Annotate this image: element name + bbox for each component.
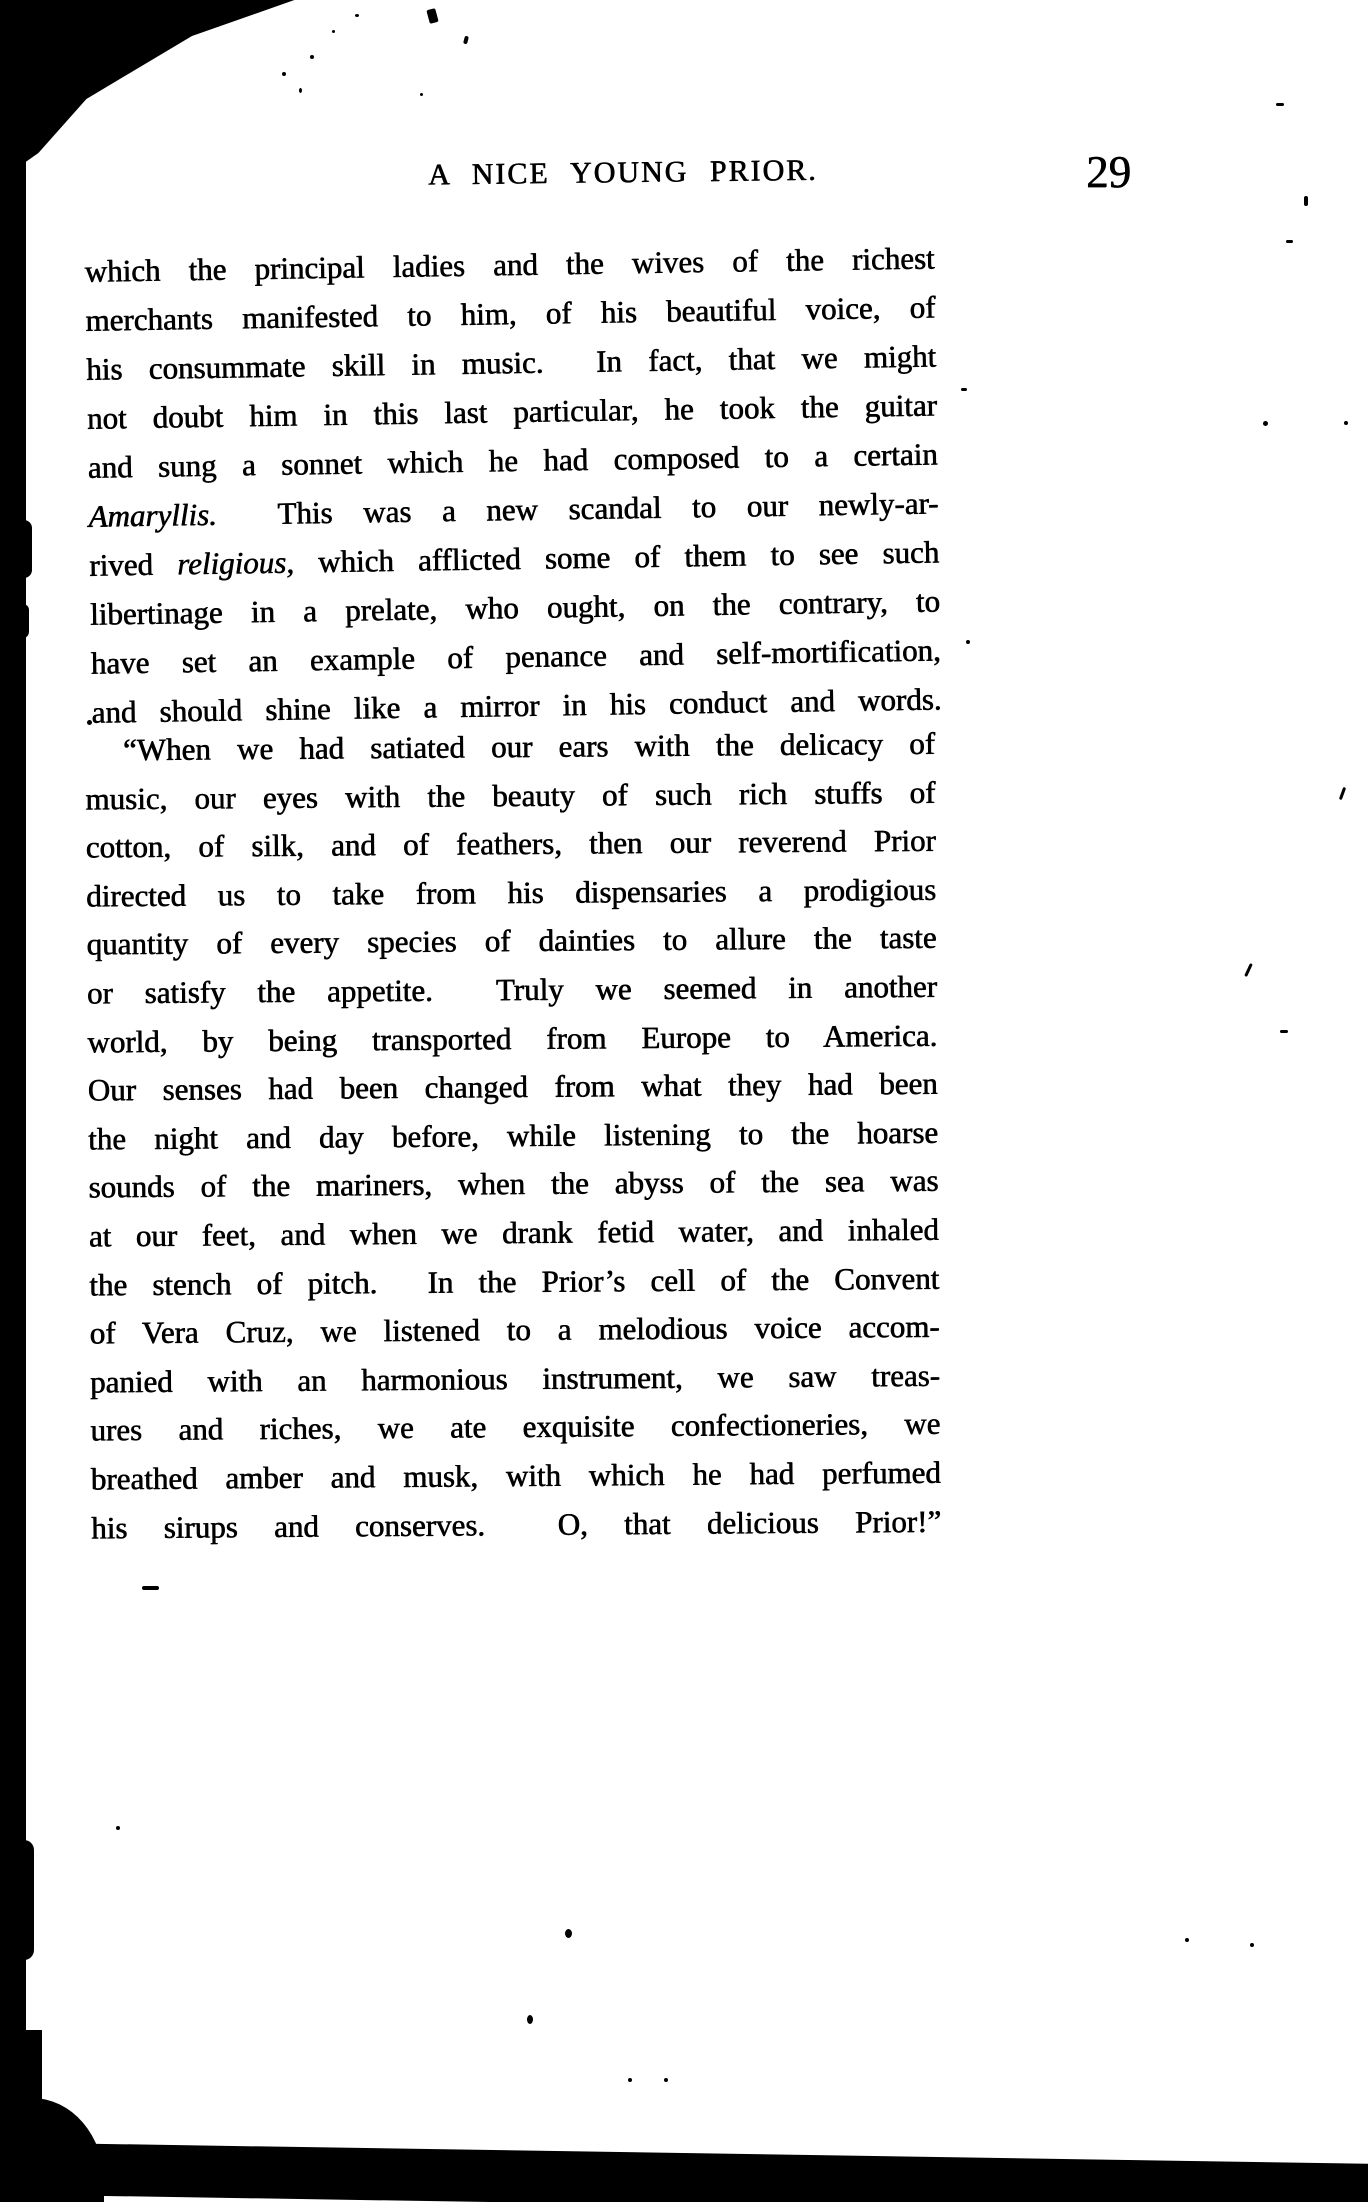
text-line: [87, 963, 937, 1018]
text-segment: and sung a sonnet which he had composed to a certain: [87, 436, 938, 485]
text-line: [91, 1497, 941, 1552]
text-line: [90, 1351, 940, 1406]
text-segment: which the principal ladies and the wives of the richest: [84, 240, 935, 289]
text-segment: world, by being transported from Europe to America.: [87, 1017, 938, 1059]
scan-edge-bottom: [0, 2142, 1368, 2202]
scan-speck: [299, 88, 302, 93]
text-line: [87, 1011, 937, 1066]
scan-speck: [355, 14, 359, 17]
scan-speck: [1276, 103, 1284, 106]
page-number: 29: [1086, 147, 1131, 197]
text-line: [85, 768, 935, 823]
text-line: [86, 817, 936, 872]
binding-shadow-bump: [20, 520, 32, 578]
text-line: [89, 1206, 939, 1261]
binding-shadow-bump: [20, 604, 29, 638]
text-segment: at our feet, and when we drank fetid water, and inhaled: [88, 1211, 939, 1254]
text-line: [87, 1060, 937, 1115]
scan-speck: [116, 1826, 120, 1830]
scan-speck: [463, 36, 469, 45]
text-segment: not doubt him in this last particular, he took the guitar: [86, 387, 938, 436]
text-segment: sounds of the mariners, when the abyss of the sea was: [88, 1163, 939, 1205]
text-segment: “When we had satiated our ears with the delicacy of: [122, 725, 936, 768]
text-line: [88, 1157, 938, 1212]
text-line: [89, 1254, 939, 1309]
scan-speck: [332, 30, 335, 33]
text-segment: his consummate skill in music. In fact, that we might: [85, 338, 937, 387]
scan-speck: [565, 1929, 572, 1938]
scan-speck: [664, 2078, 668, 2082]
text-segment: or satisfy the appetite. Truly we seemed in another: [86, 968, 937, 1011]
text-segment: breathed amber and musk, with which he had perfumed: [90, 1454, 941, 1497]
scan-speck: [282, 72, 286, 76]
scan-speck: [310, 55, 314, 59]
text-segment: the stench of pitch. In the Prior’s cell of the Convent: [89, 1260, 940, 1302]
scan-speck: [1244, 963, 1253, 977]
text-segment: which afflicted some of them to see such: [293, 534, 940, 580]
scan-speck: [142, 1586, 159, 1590]
text-segment: libertinage in a prelate, who ought, on the contrary, to: [89, 583, 941, 632]
text-line: [90, 1400, 940, 1455]
scan-speck: [1339, 787, 1346, 800]
scan-speck: [1263, 421, 1268, 426]
text-segment: the night and day before, while listening to the hoarse: [87, 1114, 939, 1157]
binding-shadow-bump: [20, 1840, 34, 1960]
paragraph: [85, 720, 941, 1553]
scan-speck: [1304, 196, 1308, 206]
text-segment: directed us to take from his dispensaries a prodigious: [85, 871, 937, 914]
text-segment: cotton, of silk, and of feathers, then our reverend Prior: [85, 822, 936, 865]
scan-speck: [426, 8, 438, 24]
text-line: [86, 865, 936, 920]
text-line: [88, 1108, 938, 1163]
paragraph: [84, 233, 942, 736]
italic-text-segment: Amaryllis.: [88, 496, 218, 534]
scan-speck: [1185, 1938, 1189, 1942]
text-segment: quantity of every species of dainties to allure the taste: [86, 920, 937, 962]
scan-speck: [1250, 1943, 1254, 1947]
running-header: A NICE YOUNG PRIOR.: [427, 153, 818, 192]
italic-text-segment: religious,: [176, 544, 295, 582]
text-segment: have set an example of penance and self-mortification,: [90, 632, 941, 681]
text-segment: of Vera Cruz, we listened to a melodious voice accom-: [89, 1308, 940, 1351]
text-segment: music, our eyes with the beauty of such rich stuffs of: [85, 774, 936, 816]
text-line: [85, 720, 935, 775]
text-segment: his sirups and conserves. O, that delicious Prior!”: [90, 1503, 942, 1545]
text-segment: panied with an harmonious instrument, we saw treas-: [89, 1357, 941, 1400]
scan-speck: [420, 93, 423, 96]
text-segment: Our senses had been changed from what they had been: [87, 1065, 938, 1108]
scan-speck: [966, 640, 970, 644]
scan-speck: [1280, 1030, 1288, 1033]
text-line: [86, 914, 936, 969]
scan-speck: [1286, 240, 1293, 243]
text-segment: merchants manifested to him, of his beautiful voice, of: [85, 289, 936, 338]
text-line: [89, 1303, 939, 1358]
scan-speck: [527, 2015, 533, 2024]
scan-corner-top-left: [0, 0, 320, 180]
text-segment: rived: [88, 546, 178, 583]
text-line: [90, 1449, 940, 1504]
text-segment: ures and riches, we ate exquisite confectioneries, we: [90, 1405, 941, 1448]
scan-speck: [961, 388, 967, 391]
scan-speck: [628, 2078, 632, 2082]
text-segment: This was a new scandal to our newly-ar-: [216, 485, 939, 532]
text-segment: and should shine like a mirror in his conduct and words.: [91, 681, 942, 730]
scan-speck: [1344, 421, 1348, 425]
